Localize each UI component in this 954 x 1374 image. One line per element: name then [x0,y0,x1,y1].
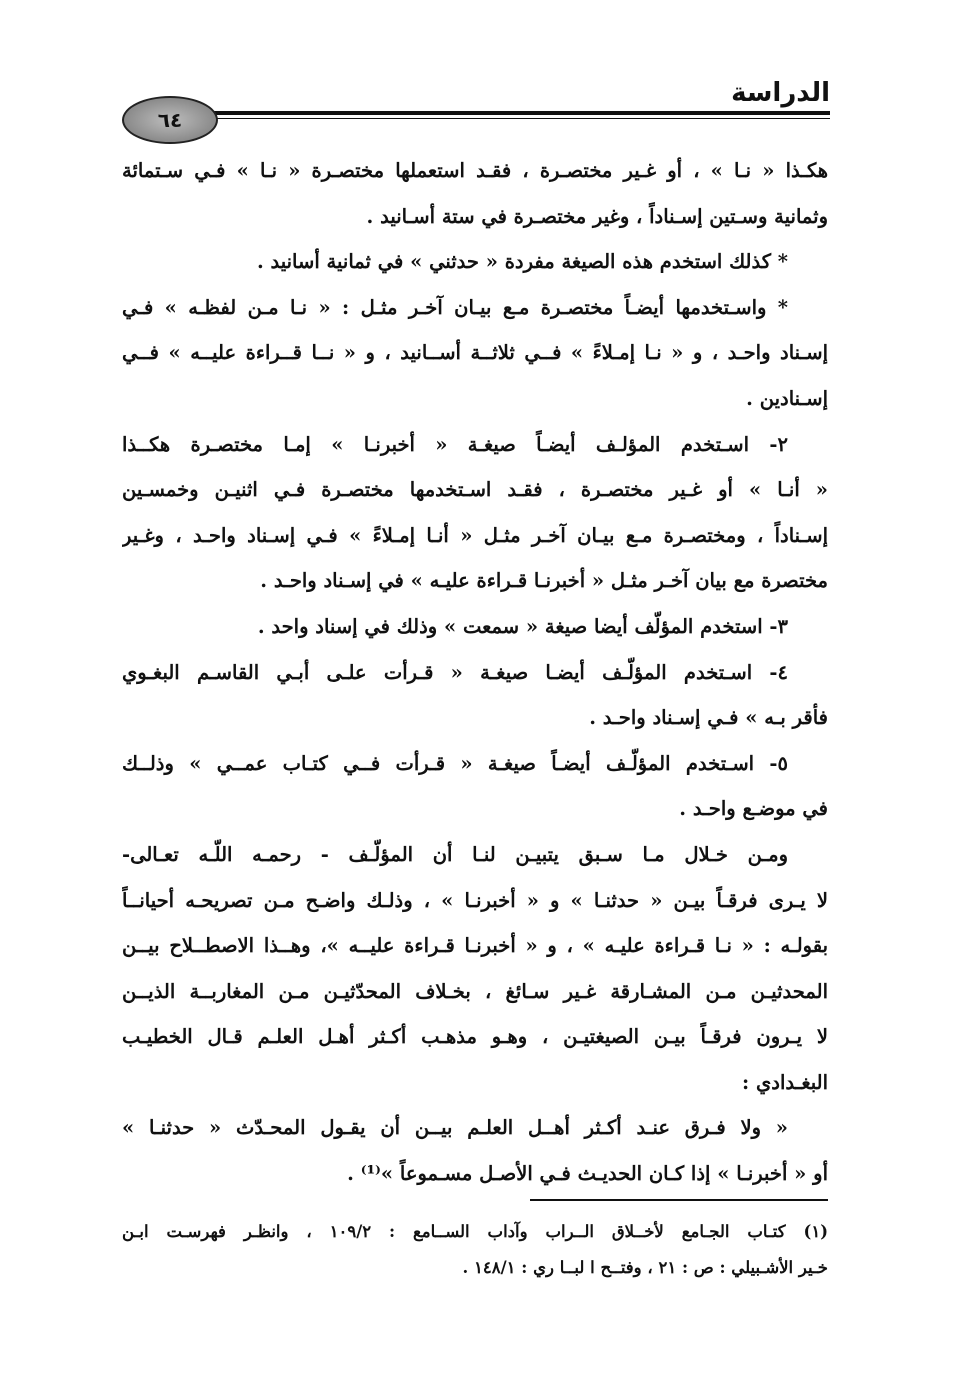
text-line: ومـن خـلال مـا سـبق يتبيـن لنـا أن المؤلّـف - رحمـه اللّـه تعـالى- [122,842,788,866]
header-rule [205,111,830,115]
text-line: إسـنادين . [746,386,828,410]
text-line: لا يـرى فرقـاً بيـن « حدثنـا » و « أخبرنـا » ، وذلـك واضـح مـن تصريحـه أحيانــاً [122,888,828,912]
text-line: * كذلك استخدم هذه الصيغة مفردة « حدثني » في ثمانية أسانيد . [256,250,788,274]
text-line: البغـدادي : [742,1070,828,1094]
text-line: لا يـرون فرقـاً بيـن الصيغتيـن ، وهـو مذهـب أكـثر أهـل العلـم قـال الخطيـب [122,1025,828,1049]
text-line: أو « أخبرنـا » إذا كـان الحديـث فـي الأصـل مسـموعاً »⁽¹⁾ . [347,1162,828,1186]
footnotes [122,1214,828,1286]
body-text [122,148,828,1197]
footnote-rule [530,1199,828,1201]
header-rule-thin [205,118,830,119]
text-line: إسـناد واحـد ، و « نـا إمـلاءً » فــي ثلاثــة أســانيد ، و « نــا قــراءة عليــه » فــي [122,341,828,365]
running-header-title: الدراسة [731,78,830,108]
footnote-line: خـير الأشـبيلي : ص : ٢١ ، وفتــح ا لبــا ري : ١٤٨/١ . [462,1258,828,1277]
text-line: ٤- اسـتخدم المؤلّـف أيضـا صيغـة « قـرأت علـى أبـي القاسـم البغـوي [122,660,788,684]
page-number-badge [122,96,218,144]
text-line: ٢- اسـتخدم المؤلـف أيضـاً صيغـة « أخبرنـا » إمـا مختصـرة هكــذا [122,432,788,456]
footnote-line: (١) كتـاب الجـامع لأخــلاق الــراب وآداب الســامع : ١٠٩/٢ ، وانظـر فهرسـت ابـن [122,1222,828,1241]
page-number: ٦٤ [157,108,183,132]
text-line: وثمانية وسـتين إسـناداً ، وغير مختصـرة في ستة أسـانيد . [366,204,828,228]
text-line: فأقر بـه » فـي إسـناد واحـد . [589,706,828,730]
text-line: ٣- استخدم المؤلّف أيضا صيغة « سمعت » وذلك في إسناد واحد . [257,614,788,638]
text-line: ٥- اسـتخدم المؤلّـف أيضـاً صيغـة « قـرأت فــي كتـاب عمــي » وذلــك [122,751,788,775]
text-line: * واسـتخدمها أيضـاً مختصـرة مـع بيـان آخـر مثـل : « نـا مـن لفظـه » فـي [122,295,788,319]
text-line: مختصرة مع بيان آخـر مثـل « أخبرنـا قـراءة عليـه » في إسـناد واحـد . [260,569,828,593]
text-line: المحدثيـن مـن المشـارقة غـير سـائغ ، بخـلاف المحدّثيـن مـن المغاربــة الذيــن [122,979,828,1003]
text-line: « ولا فـرق عنـد أكـثر أهــل العلـم بيــن أن يقـول المحـدّث « حدثنـا » [122,1116,788,1140]
text-line: في موضـع واحـد . [679,797,828,821]
text-line: بقولـه : « نـا قـراءة عليـه » ، و « أخبرنـا قـراءة عليــه »، وهــذا الاصطــلاح بيــن [122,934,828,958]
text-line: هكـذا « نـا » ، أو غـير مختصـرة ، فقـد استعملها مختصـرة « نـا » فـي سـتمائة [122,159,828,182]
text-line: إسـناداً ، ومختصـرة مـع بيـان آخـر مثـل « أنـا إمـلاءً » فـي إسـناد واحـد ، وغـير [122,523,828,547]
text-line: « أنـا » أو غـير مختصـرة ، فقـد اسـتخدمها مختصـرة فـي اثنيـن وخمسـين [122,478,828,502]
